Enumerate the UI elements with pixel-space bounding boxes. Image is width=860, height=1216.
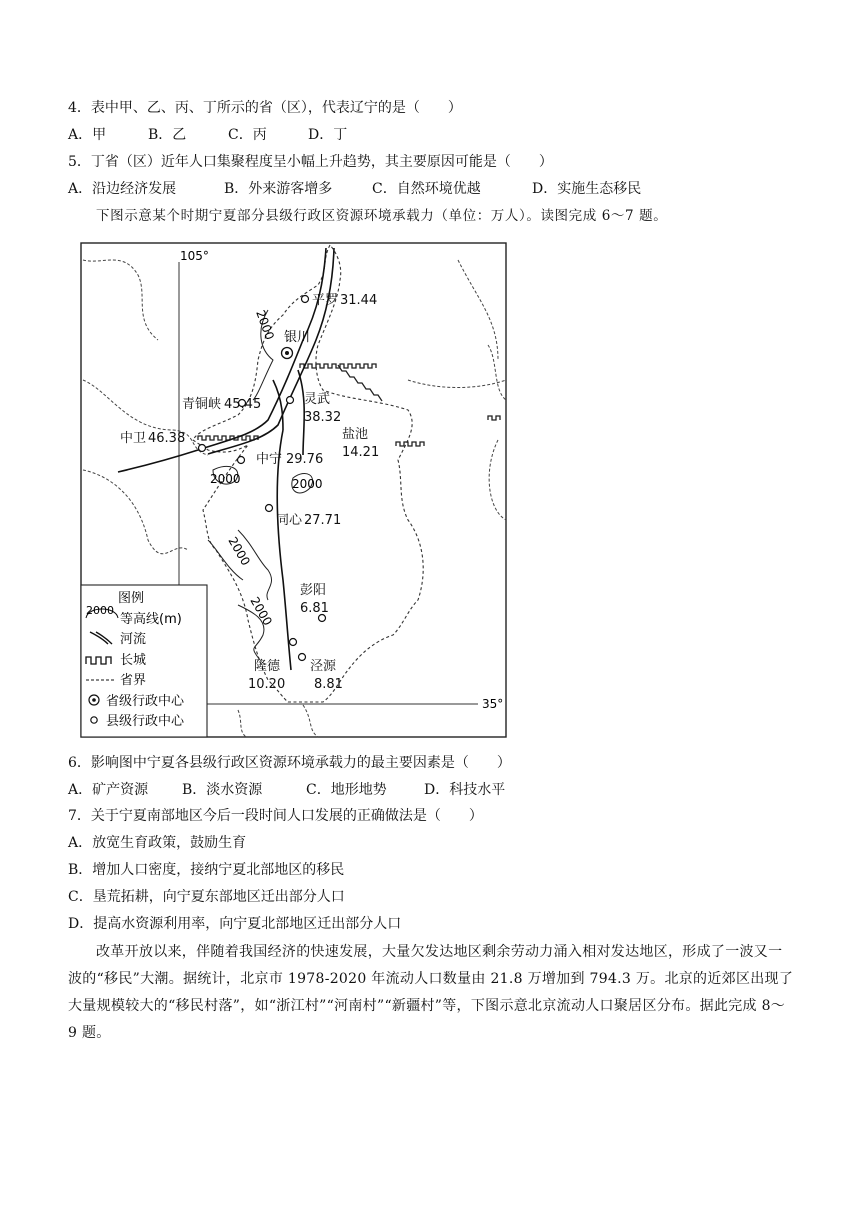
place-pingluo-value: 31.44 <box>340 293 378 308</box>
question-5-options <box>68 179 672 199</box>
option-c[interactable]: C．丙 <box>228 127 267 143</box>
contour-label-b: 2000 <box>210 472 241 486</box>
contour-label-e: 2000 <box>247 594 275 628</box>
question-7-stem: 7．关于宁夏南部地区今后一段时间人口发展的正确做法是（ ） <box>68 808 483 824</box>
legend-county-center: 县级行政中心 <box>106 714 185 729</box>
legend-provincial-center: 省级行政中心 <box>106 694 185 709</box>
question-5-stem: 5．丁省（区）近年人口集聚程度呈小幅上升趋势，其主要原因可能是（ ） <box>68 154 553 170</box>
question-4-stem: 4．表中甲、乙、丙、丁所示的省（区），代表辽宁的是（ ） <box>68 100 462 116</box>
option-b[interactable]: B．外来游客增多 <box>224 181 333 197</box>
meridian-label: 105° <box>180 249 209 263</box>
option-b[interactable]: B．淡水资源 <box>182 782 263 798</box>
place-pingluo-name: 平罗 <box>312 293 339 308</box>
contour-label-d: 2000 <box>225 534 253 568</box>
legend-border: 省界 <box>120 673 147 688</box>
place-zhongning-value: 29.76 <box>286 452 324 467</box>
question-7-option-c[interactable]: C．垦荒拓耕，向宁夏东部地区迁出部分人口 <box>68 889 345 905</box>
legend-contour: 等高线(m) <box>120 612 182 627</box>
question-7-option-d[interactable]: D．提高水资源利用率，向宁夏北部地区迁出部分人口 <box>68 916 402 932</box>
question-6-stem: 6．影响图中宁夏各县级行政区资源环境承载力的最主要因素是（ ） <box>68 755 511 771</box>
ningxia-map <box>78 240 508 740</box>
place-lingwu-value: 38.32 <box>304 410 342 425</box>
place-pengyang-value: 6.81 <box>300 601 329 616</box>
place-jingyuan-value: 8.81 <box>314 677 343 692</box>
place-yanchi-name: 盐池 <box>342 427 369 442</box>
option-c[interactable]: C．地形地势 <box>306 782 387 798</box>
option-a[interactable]: A．甲 <box>68 127 107 143</box>
provincial-center-dot <box>285 351 289 355</box>
place-longde-value: 10.20 <box>248 677 286 692</box>
option-c[interactable]: C．自然环境优越 <box>372 181 481 197</box>
legend-contour-sample: 2000 <box>86 604 114 617</box>
county-center-symbol <box>91 717 97 723</box>
question-4-options <box>68 125 388 145</box>
place-qingtongxia-name: 青铜峡 <box>182 397 222 412</box>
question-6-options <box>68 780 534 800</box>
legend-river: 河流 <box>120 632 147 647</box>
place-jingyuan-name: 泾源 <box>310 659 337 674</box>
place-zhongwei-value: 46.38 <box>148 431 186 446</box>
intro-6-7: 下图示意某个时期宁夏部分县级行政区资源环境承载力（单位：万人）。读图完成 6～7 题。 <box>96 208 668 224</box>
place-tongxin-name: 同心 <box>276 513 303 528</box>
place-zhongwei-name: 中卫 <box>120 431 147 446</box>
place-lingwu-name: 灵武 <box>304 392 331 407</box>
option-d[interactable]: D．实施生态移民 <box>532 181 642 197</box>
legend-title: 图例 <box>118 591 145 606</box>
intro-8-9: 改革开放以来，伴随着我国经济的快速发展，大量欠发达地区剩余劳动力涌入相对发达地区，形成了一波又一波的“移民”大潮。据统计，北京市 1978-2020 年流动人口数量由 21.8 万增加到 794.3 万。北京的近郊区出现了大量规模较大的“移民村落”，如“浙江村”“河南村”“新疆村”等，下图示意北京流动人口聚居区分布。据此完成 8～9 题。 <box>68 944 794 1041</box>
place-yinchuan: 银川 <box>284 330 311 345</box>
option-d[interactable]: D．丁 <box>308 127 348 143</box>
place-qingtongxia-value: 45.45 <box>224 397 262 412</box>
option-a[interactable]: A．矿产资源 <box>68 782 149 798</box>
question-7-option-a[interactable]: A．放宽生育政策，鼓励生育 <box>68 835 247 851</box>
option-d[interactable]: D．科技水平 <box>424 782 506 798</box>
place-pengyang-name: 彭阳 <box>300 583 327 598</box>
place-tongxin-value: 27.71 <box>304 513 342 528</box>
option-b[interactable]: B．乙 <box>148 127 187 143</box>
option-a[interactable]: A．沿边经济发展 <box>68 181 177 197</box>
contour-label-c: 2000 <box>292 477 323 491</box>
parallel-label: 35° <box>482 697 504 711</box>
question-7-option-b[interactable]: B．增加人口密度，接纳宁夏北部地区的移民 <box>68 862 345 878</box>
place-yanchi-value: 14.21 <box>342 445 380 460</box>
legend-wall: 长城 <box>120 653 147 668</box>
place-longde-name: 隆德 <box>254 659 281 674</box>
map-legend <box>81 585 207 737</box>
contour-label-a: 2000 <box>253 308 277 342</box>
place-zhongning-name: 中宁 <box>256 452 283 467</box>
